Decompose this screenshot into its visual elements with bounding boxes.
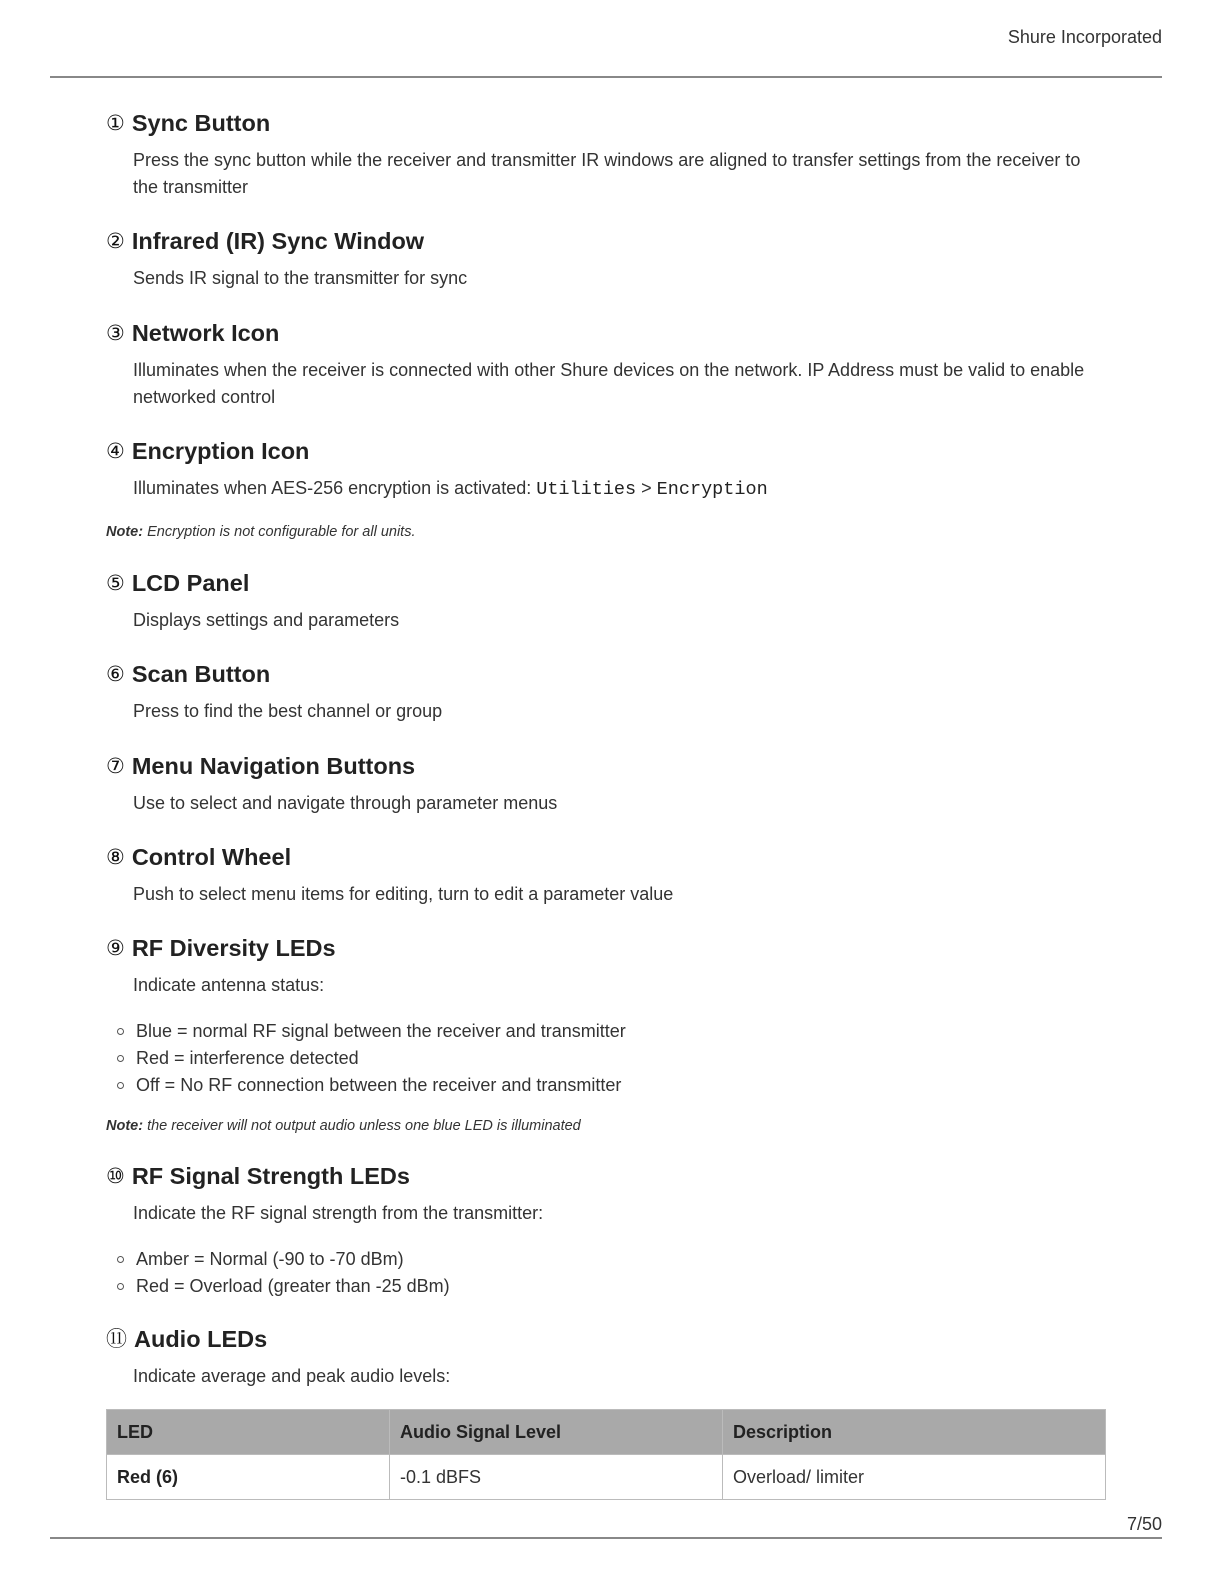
note-label: Note:: [106, 1118, 144, 1134]
section-title: LCD Panel: [131, 570, 250, 596]
section-rf-diversity-leds: [106, 934, 1104, 999]
table-cell-led: Red (6): [107, 1455, 390, 1500]
section-control-wheel: [106, 843, 1104, 908]
note-diversity: [106, 1118, 581, 1134]
section-title: Scan Button: [131, 661, 271, 687]
column-header-audio-signal-level: Audio Signal Level: [390, 1410, 723, 1455]
list-item-text: Off = No RF connection between the receiver and transmitter: [136, 1075, 622, 1095]
section-title: Menu Navigation Buttons: [131, 753, 416, 779]
note-encryption: [106, 524, 415, 540]
section-heading: [106, 319, 1104, 347]
callout-number: ⑦: [106, 754, 125, 778]
callout-number: ①: [106, 111, 125, 135]
column-header-description: Description: [723, 1410, 1106, 1455]
callout-number: ⑩: [106, 1164, 125, 1188]
section-ir-sync-window: [106, 227, 1104, 292]
menu-path-encryption: Encryption: [656, 479, 768, 500]
menu-path-separator: >: [636, 478, 657, 498]
section-title: RF Signal Strength LEDs: [131, 1163, 410, 1189]
section-heading: [106, 1325, 1104, 1353]
section-title: Audio LEDs: [134, 1326, 268, 1352]
section-heading: [106, 934, 1104, 962]
list-item: [106, 1018, 626, 1045]
list-item: [106, 1273, 450, 1300]
section-title: RF Diversity LEDs: [131, 935, 336, 961]
section-heading: [106, 1162, 1104, 1190]
callout-number: ⑪: [106, 1327, 127, 1351]
table-header-row: [107, 1410, 1106, 1455]
callout-number: ⑤: [106, 571, 125, 595]
callout-number: ⑧: [106, 845, 125, 869]
section-description: Indicate antenna status:: [133, 975, 325, 995]
note-text: Encryption is not configurable for all units.: [143, 524, 416, 540]
section-network-icon: [106, 319, 1104, 411]
section-description: Use to select and navigate through parameter menus: [133, 793, 558, 813]
section-title: Control Wheel: [131, 844, 292, 870]
bullet-icon: [117, 1283, 124, 1290]
section-description: Indicate the RF signal strength from the transmitter:: [133, 1203, 544, 1223]
audio-levels-table: [106, 1409, 1106, 1500]
bullet-icon: [117, 1028, 124, 1035]
list-item-text: Amber = Normal (-90 to -70 dBm): [136, 1249, 404, 1269]
section-audio-leds: [106, 1325, 1104, 1390]
section-heading: [106, 227, 1104, 255]
bullet-icon: [117, 1256, 124, 1263]
section-title: Encryption Icon: [131, 438, 310, 464]
callout-number: ④: [106, 439, 125, 463]
section-title: Sync Button: [131, 110, 271, 136]
table-cell-level: -0.1 dBFS: [390, 1455, 723, 1500]
section-encryption-icon: [106, 437, 1104, 503]
section-title: Network Icon: [131, 320, 280, 346]
header-rule: [50, 76, 1162, 78]
section-sync-button: [106, 109, 1104, 201]
callout-number: ②: [106, 229, 125, 253]
column-header-led: LED: [107, 1410, 390, 1455]
note-text: the receiver will not output audio unless one blue LED is illuminated: [143, 1118, 581, 1134]
list-item: [106, 1045, 626, 1072]
list-item-text: Red = interference detected: [136, 1048, 359, 1068]
bullet-icon: [117, 1082, 124, 1089]
section-rf-signal-strength-leds: [106, 1162, 1104, 1227]
bullet-icon: [117, 1055, 124, 1062]
section-description: Press to find the best channel or group: [133, 701, 443, 721]
section-description: Press the sync button while the receiver and transmitter IR windows are aligned to transfer settings from the receiver to the transmitter: [133, 150, 1081, 197]
section-heading: [106, 843, 1104, 871]
diversity-status-list: [106, 1018, 626, 1099]
description-text: Illuminates when AES-256 encryption is activated:: [133, 478, 537, 498]
list-item-text: Red = Overload (greater than -25 dBm): [136, 1276, 450, 1296]
section-description: Push to select menu items for editing, turn to edit a parameter value: [133, 884, 674, 904]
callout-number: ⑨: [106, 936, 125, 960]
section-scan-button: [106, 660, 1104, 725]
list-item-text: Blue = normal RF signal between the receiver and transmitter: [136, 1021, 626, 1041]
table-row: [107, 1455, 1106, 1500]
header-company-name: Shure Incorporated: [1007, 27, 1162, 47]
section-description: [133, 475, 1104, 503]
table-cell-description: Overload/ limiter: [723, 1455, 1106, 1500]
footer-rule: [50, 1537, 1162, 1539]
menu-path-utilities: Utilities: [536, 479, 637, 500]
note-label: Note:: [106, 524, 144, 540]
section-title: Infrared (IR) Sync Window: [131, 228, 425, 254]
section-description: Illuminates when the receiver is connected with other Shure devices on the network. IP Address must be valid to enable networked control: [133, 360, 1085, 407]
section-heading: [106, 437, 1104, 465]
callout-number: ③: [106, 321, 125, 345]
section-description: Sends IR signal to the transmitter for sync: [133, 268, 468, 288]
section-lcd-panel: [106, 569, 1104, 634]
section-description: Displays settings and parameters: [133, 610, 400, 630]
callout-number: ⑥: [106, 662, 125, 686]
section-heading: [106, 109, 1104, 137]
list-item: [106, 1072, 626, 1099]
section-description: Indicate average and peak audio levels:: [133, 1366, 451, 1386]
signal-strength-list: [106, 1246, 450, 1300]
section-menu-navigation-buttons: [106, 752, 1104, 817]
section-heading: [106, 752, 1104, 780]
section-heading: [106, 660, 1104, 688]
section-heading: [106, 569, 1104, 597]
page-number: 7/50: [1126, 1514, 1162, 1534]
list-item: [106, 1246, 450, 1273]
